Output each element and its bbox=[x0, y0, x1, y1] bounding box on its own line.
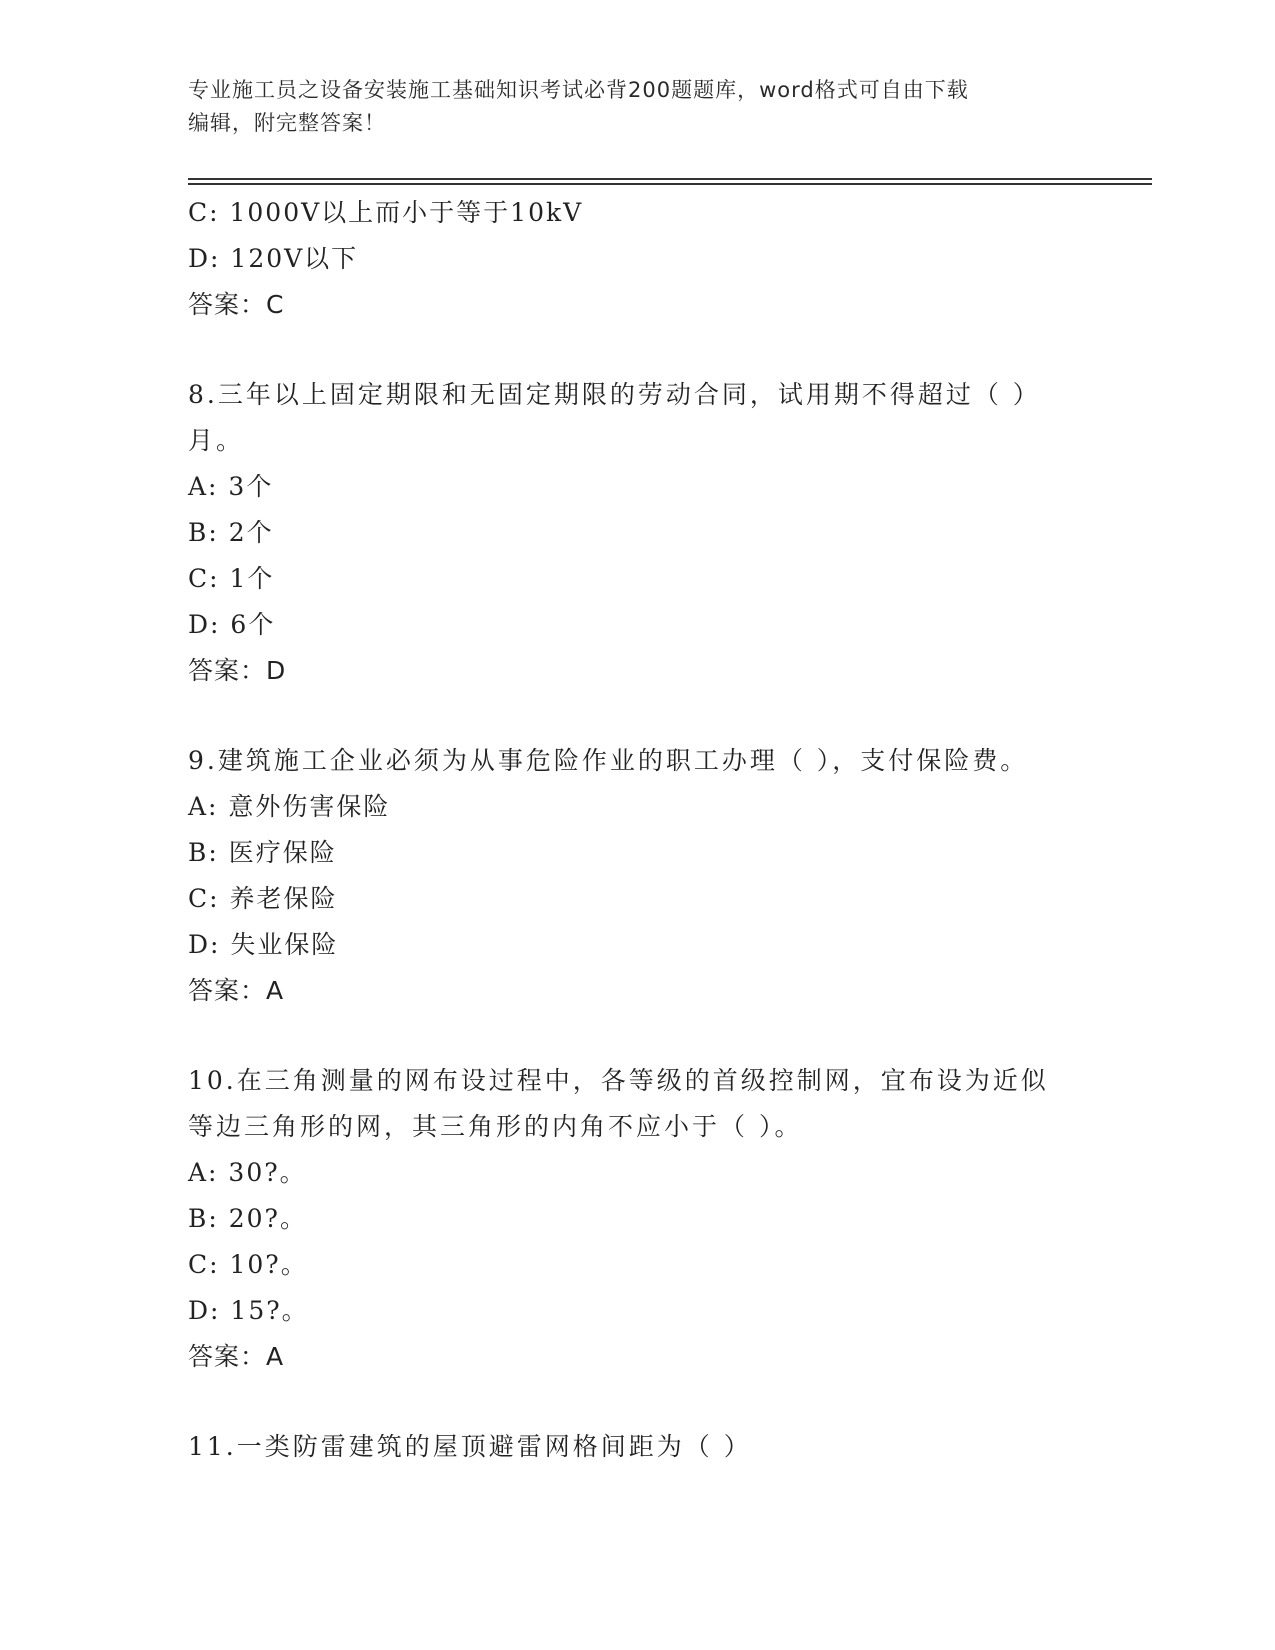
document-header bbox=[188, 74, 1068, 140]
question-stem: 8.三年以上固定期限和无固定期限的劳动合同，试用期不得超过（ ） bbox=[188, 380, 1041, 409]
answer-line: 答案：D bbox=[188, 656, 287, 685]
question-stem-continued: 月。 bbox=[188, 426, 245, 455]
answer-line: 答案：A bbox=[188, 1342, 285, 1371]
question-stem: 11.一类防雷建筑的屋顶避雷网格间距为（ ） bbox=[188, 1432, 752, 1461]
option-a: A: 意外伤害保险 bbox=[188, 792, 391, 821]
header-title-line-2: 编辑，附完整答案！ bbox=[188, 111, 386, 135]
option-a: A: 30?。 bbox=[188, 1158, 307, 1187]
option-c: C: 1000V以上而小于等于10kV bbox=[188, 198, 584, 227]
continued-question bbox=[188, 190, 1078, 328]
option-b: B: 20?。 bbox=[188, 1204, 307, 1233]
option-a: A: 3个 bbox=[188, 472, 274, 501]
header-divider-bottom bbox=[188, 183, 1152, 185]
question-11 bbox=[188, 1424, 1078, 1470]
option-b: B: 2个 bbox=[188, 518, 274, 547]
header-divider-top bbox=[188, 178, 1152, 180]
question-8 bbox=[188, 372, 1078, 694]
answer-line: 答案：C bbox=[188, 290, 285, 319]
question-10 bbox=[188, 1058, 1078, 1380]
question-stem-continued: 等边三角形的网，其三角形的内角不应小于（ ）。 bbox=[188, 1112, 803, 1141]
option-c: C: 1个 bbox=[188, 564, 275, 593]
header-title-line-1: 专业施工员之设备安装施工基础知识考试必背200题题库，word格式可自由下载 bbox=[188, 78, 969, 102]
option-d: D: 120V以下 bbox=[188, 244, 359, 273]
question-9 bbox=[188, 738, 1078, 1014]
option-d: D: 15?。 bbox=[188, 1296, 309, 1325]
option-d: D: 失业保险 bbox=[188, 930, 339, 959]
option-c: C: 养老保险 bbox=[188, 884, 338, 913]
option-c: C: 10?。 bbox=[188, 1250, 308, 1279]
document-body bbox=[188, 190, 1078, 1470]
option-d: D: 6个 bbox=[188, 610, 276, 639]
answer-line: 答案：A bbox=[188, 976, 285, 1005]
question-stem: 10.在三角测量的网布设过程中，各等级的首级控制网，宜布设为近似 bbox=[188, 1066, 1049, 1095]
question-stem: 9.建筑施工企业必须为从事危险作业的职工办理（ ），支付保险费。 bbox=[188, 746, 1029, 775]
option-b: B: 医疗保险 bbox=[188, 838, 337, 867]
